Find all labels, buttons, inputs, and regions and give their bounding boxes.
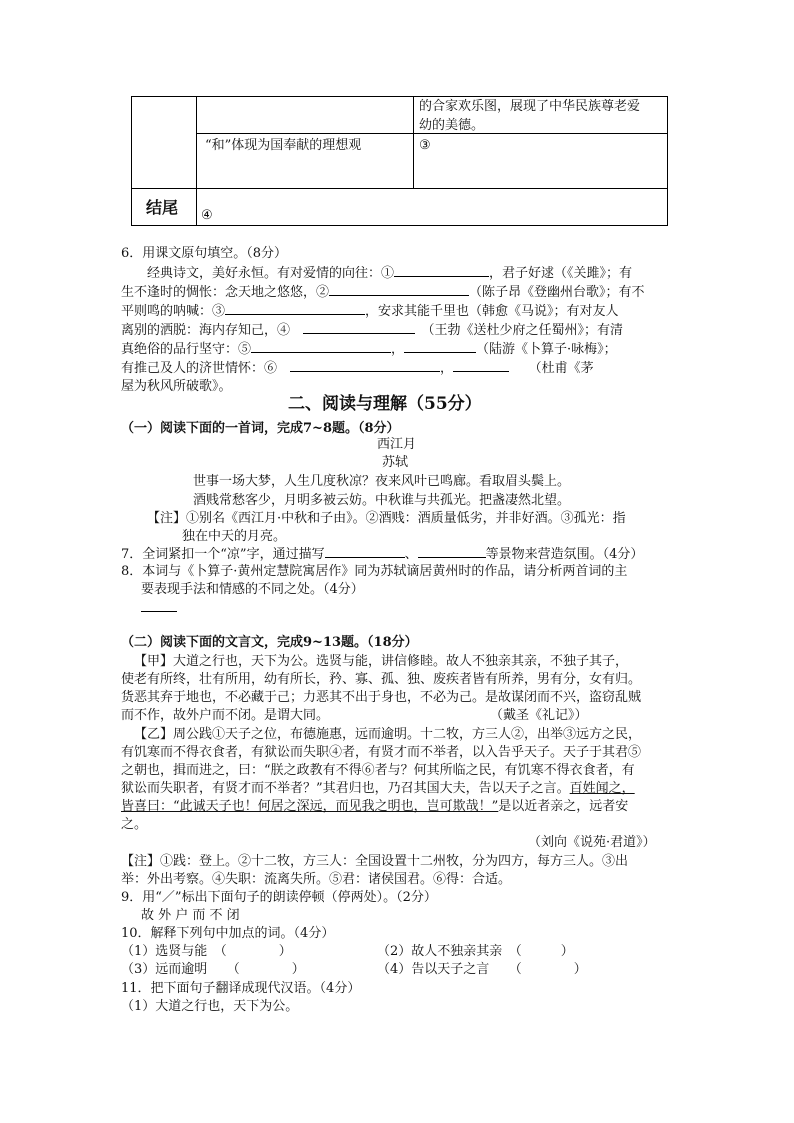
text-line: 真绝俗的品行坚守：⑤ ， （陆游《卜算子·咏梅》； [121, 338, 617, 360]
table-row-label-ending: 结尾 [146, 198, 179, 217]
passage-line: 有饥寒而不得衣食者，有狱讼而失职④者，有贤才而不举者，以入告乎天子。天子于其君⑤ [121, 745, 642, 760]
passage-line: 而不作，故外户而不闭。是谓大同。 [121, 708, 330, 723]
passage-source: （刘向《说苑·君道》） [528, 835, 656, 850]
q10-item: （1）选贤与能 （ ） [121, 944, 292, 959]
passage-source: （戴圣《礼记》） [490, 708, 588, 723]
poem-author: 苏轼 [382, 455, 409, 470]
question-7: 7．全词紧扣一个“凉”字，通过描写 、 等景物来营造氛围。（4分） [121, 543, 643, 565]
text-line: 经典诗文，美好永恒。有对爱情的向往：① ，君子好逑（《关雎》；有 [147, 262, 632, 284]
part-heading: （一）阅读下面的一首词，完成7~8题。（8分） [121, 421, 400, 436]
answer-blank[interactable] [453, 357, 509, 372]
passage-line: 之。 [121, 817, 148, 832]
answer-blank[interactable] [325, 543, 405, 558]
passage-line: 使老有所终，壮有所用，幼有所长，矜、寡、孤、独、废疾者皆有所养，男有分，女有归。 [121, 672, 642, 687]
q10-item: （4）告以天子之言 （ ） [377, 962, 587, 977]
answer-blank[interactable] [251, 338, 391, 353]
table-cell-text: 幼的美德。 [419, 118, 485, 133]
answer-line[interactable] [141, 611, 177, 612]
answer-blank[interactable] [225, 300, 365, 315]
question-8-cont: 要表现手法和情感的不同之处。（4分） [141, 582, 364, 597]
text-line: 有推己及人的济世情怀：⑥ ， （杜甫《茅 [121, 357, 594, 379]
question-11: 11．把下面句子翻译成现代汉语。（4分） [121, 981, 361, 996]
passage-line: 之朝也，揖而进之，曰：“朕之政教有不得⑥者与？何其所临之民，有饥寒不得衣食者，有 [121, 763, 635, 778]
answer-blank[interactable] [290, 357, 440, 372]
question-8: 8．本词与《卜算子·黄州定慧院寓居作》同为苏轼谪居黄州时的作品，请分析两首词的主 [121, 564, 628, 579]
underlined-sentence: 皆喜曰：“此诚天子也！何居之深远，而见我之明也，岂可欺哉！” [121, 799, 499, 814]
q10-item: （3）远而逾明 （ ） [121, 962, 305, 977]
poem-title: 西江月 [377, 437, 417, 452]
text-line: 平则鸣的呐喊：③ ，安求其能千里也（韩愈《马说》；有对友人 [121, 300, 619, 322]
answer-blank[interactable] [329, 281, 469, 296]
answer-blank[interactable] [394, 262, 489, 277]
question-10: 10．解释下列句中加点的词。（4分） [121, 926, 335, 941]
note-line: 独在中天的月亮。 [182, 529, 287, 544]
passage-line: 【甲】大道之行也，天下为公。选贤与能，讲信修睦。故人不独亲其亲，不独子其子， [134, 654, 629, 669]
passage-line: 【乙】周公践①天子之位，布德施惠，远而逾明。十二牧，方三人②，出举③远方之民， [134, 727, 642, 742]
text-line: 离别的洒脱：海内存知己，④ （王勃《送杜少府之任蜀州》；有清 [121, 319, 623, 341]
note-line: 【注】①践：登上。②十二牧，方三人：全国设置十二州牧，分为四方，每方三人。③出 [121, 854, 629, 869]
passage-line: 货恶其弃于地也，不必藏于己；力恶其不出于身也，不必为己。是故谋闭而不兴，盗窃乱贼 [121, 690, 642, 705]
question-title: 6．用课文原句填空。（8分） [121, 246, 288, 261]
table-cell-blank-3: ③ [419, 138, 431, 153]
answer-blank[interactable] [404, 338, 476, 353]
section-title: 二、阅读与理解（55分） [288, 394, 482, 414]
answer-blank[interactable] [303, 319, 415, 334]
text-line: 屋为秋风所破歌》。 [121, 379, 232, 394]
text-line: 生不逢时的惆怅：念天地之悠悠，② （陈子昂《登幽州台歌》；有不 [121, 281, 645, 303]
question-9: 9．用“／”标出下面句子的朗读停顿（停两处）。（2分） [121, 890, 437, 905]
passage-line: 皆喜曰：“此诚天子也！何居之深远，而见我之明也，岂可欺哉！”是以近者亲之，远者安 [121, 799, 629, 814]
table-cell-blank-4: ④ [201, 208, 213, 223]
table-cell-text: “和”体现为国奉献的理想观 [205, 138, 362, 153]
underlined-sentence: 百姓闻之， [569, 781, 635, 796]
poem-line: 酒贱常愁客少，月明多被云妨。中秋谁与共孤光。把盏凄然北望。 [193, 493, 571, 508]
q9-sentence: 故 外 户 而 不 闭 [141, 908, 240, 923]
q10-item: （2）故人不独亲其亲 （ ） [377, 944, 574, 959]
q11-item: （1）大道之行也，天下为公。 [121, 999, 299, 1014]
table-cell-text: 的合家欢乐图，展现了中华民族尊老爱 [419, 99, 641, 114]
answer-blank[interactable] [418, 543, 486, 558]
note-line: 举：外出考察。④失职：流离失所。⑤君：诸侯国君。⑥得：合适。 [121, 872, 512, 887]
passage-line: 狱讼而失职者，有贤才而不举者？”其君归也，乃召其国大夫，告以天子之言。百姓闻之， [121, 781, 635, 796]
part-heading: （二）阅读下面的文言文，完成9~13题。（18分） [121, 635, 418, 650]
poem-line: 世事一场大梦，人生几度秋凉？夜来风叶已鸣廊。看取眉头鬓上。 [193, 474, 571, 489]
note-line: 【注】①别名《西江月·中秋和子由》。②酒贱：酒质量低劣，并非好酒。③孤光：指 [147, 511, 626, 526]
